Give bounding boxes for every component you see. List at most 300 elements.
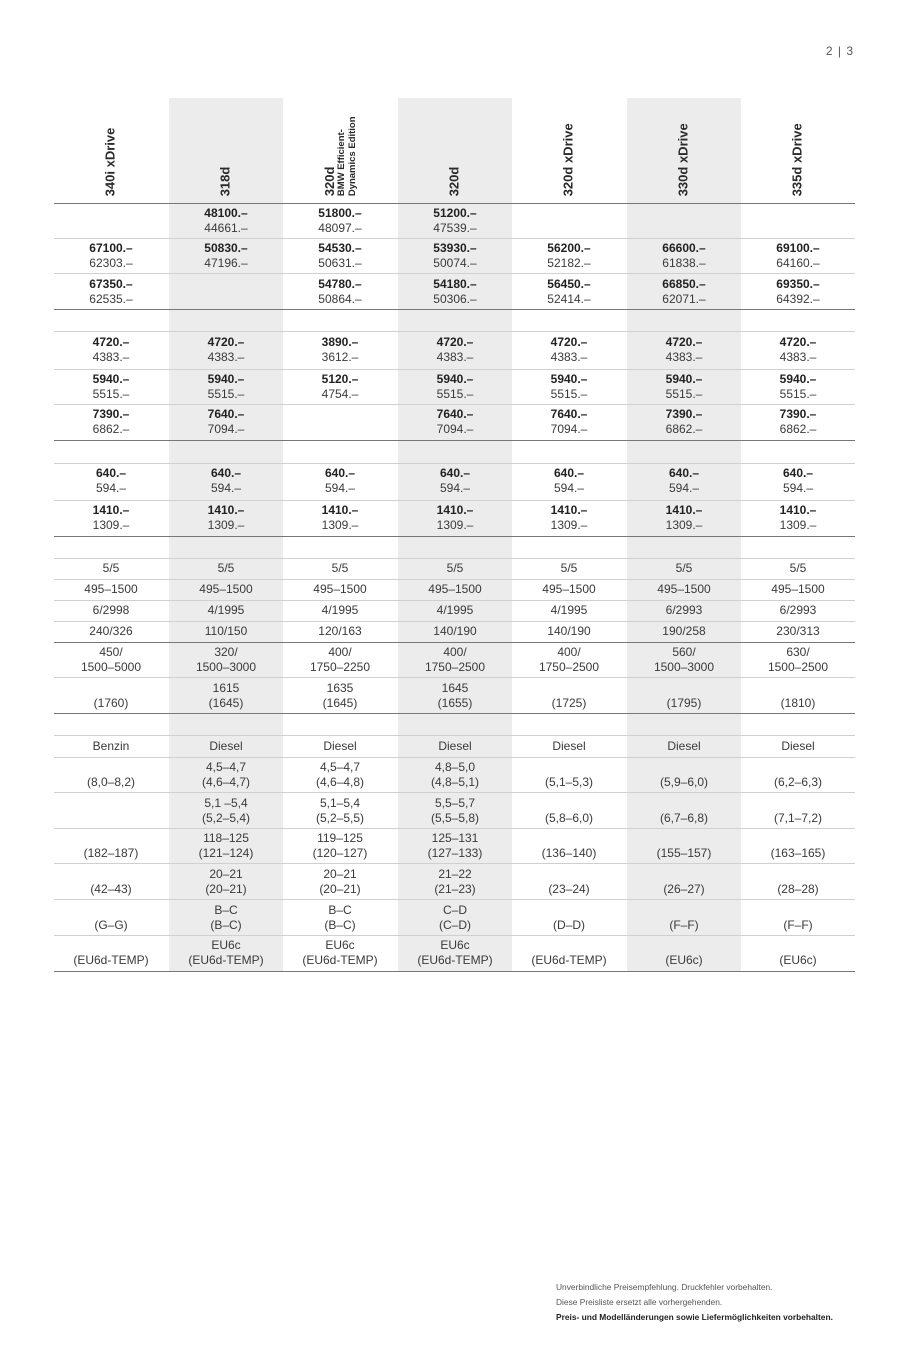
cell-line-primary <box>627 867 741 882</box>
cell-line-secondary: (F–F) <box>783 918 813 932</box>
row-divider <box>54 792 855 793</box>
cell-line-secondary: 62535.– <box>89 292 133 306</box>
table-cell <box>398 681 512 711</box>
row-divider <box>54 642 855 643</box>
table-cell <box>741 561 855 576</box>
cell-line-secondary: 5515.– <box>665 387 703 401</box>
cell-line-secondary <box>54 221 168 236</box>
table-cell <box>627 206 741 236</box>
cell-line-secondary: (EU6d-TEMP) <box>73 953 149 967</box>
cell-line-primary: 67350.– <box>89 277 133 291</box>
cell-line-secondary: (4,6–4,7) <box>201 775 251 789</box>
table-cell <box>741 335 855 365</box>
table-cell <box>741 903 855 933</box>
model-title: 330d xDrive <box>675 123 691 196</box>
table-cell <box>512 938 626 968</box>
table-cell <box>741 466 855 496</box>
cell-line-primary: 4/1995 <box>436 603 474 617</box>
cell-line-primary: 66600.– <box>662 241 706 255</box>
table-cell <box>627 624 741 639</box>
cell-line-secondary: (6,7–6,8) <box>659 811 709 825</box>
table-cell <box>627 903 741 933</box>
table-cell <box>741 582 855 597</box>
cell-line-primary: 48100.– <box>204 206 248 220</box>
cell-line-secondary: 61838.– <box>662 256 706 270</box>
table-cell <box>283 624 397 639</box>
cell-line-secondary: 1500–5000 <box>80 660 142 674</box>
cell-line-primary: 7390.– <box>779 407 817 421</box>
table-cell <box>169 582 283 597</box>
table-cell <box>627 831 741 861</box>
cell-line-primary: 120/163 <box>318 624 362 638</box>
cell-line-secondary <box>512 221 626 236</box>
row-divider <box>54 863 855 864</box>
row-divider <box>54 899 855 900</box>
cell-line-primary: 1410.– <box>92 503 130 517</box>
model-title: 320d <box>446 166 462 196</box>
cell-line-primary: 1410.– <box>436 503 474 517</box>
cell-line-primary: 51200.– <box>433 206 477 220</box>
row-divider <box>54 536 855 537</box>
cell-line-primary <box>512 831 626 846</box>
table-cell <box>398 277 512 307</box>
model-subtitle: BMW Efficient- <box>335 128 347 196</box>
table-cell <box>398 466 512 496</box>
cell-line-secondary <box>283 422 397 437</box>
table-cell <box>398 739 512 754</box>
cell-line-secondary: 5515.– <box>779 387 817 401</box>
cell-line-primary: 21–22 <box>438 867 472 881</box>
cell-line-secondary: (23–24) <box>548 882 590 896</box>
cell-line-primary: 5940.– <box>779 372 817 386</box>
model-name <box>219 166 233 196</box>
table-cell <box>512 739 626 754</box>
cell-line-secondary: (EU6d-TEMP) <box>302 953 378 967</box>
cell-line-secondary: 4383.– <box>779 350 817 364</box>
cell-line-primary <box>54 206 168 221</box>
table-cell <box>741 206 855 236</box>
table-cell <box>54 624 168 639</box>
row-divider <box>54 309 855 310</box>
cell-line-secondary <box>741 221 855 236</box>
cell-line-primary: 1410.– <box>779 503 817 517</box>
table-cell <box>398 796 512 826</box>
cell-line-secondary: 62303.– <box>89 256 133 270</box>
cell-line-secondary: 1309.– <box>321 518 359 532</box>
cell-line-primary: 630/ <box>786 645 810 659</box>
cell-line-primary <box>54 903 168 918</box>
table-cell <box>627 466 741 496</box>
table-cell <box>54 603 168 618</box>
cell-line-secondary: (5,9–6,0) <box>659 775 709 789</box>
table-cell <box>398 831 512 861</box>
cell-line-primary: 56200.– <box>547 241 591 255</box>
row-divider <box>54 463 855 464</box>
cell-line-secondary: (1760) <box>93 696 129 710</box>
cell-line-primary <box>627 760 741 775</box>
cell-line-primary: 1410.– <box>321 503 359 517</box>
table-cell <box>512 277 626 307</box>
cell-line-primary <box>741 867 855 882</box>
table-cell <box>54 407 168 437</box>
cell-line-primary <box>512 938 626 953</box>
table-cell <box>169 241 283 271</box>
cell-line-secondary: 594.– <box>668 481 700 495</box>
table-cell <box>398 503 512 533</box>
model-header <box>741 98 855 202</box>
table-cell <box>741 938 855 968</box>
cell-line-secondary: (1725) <box>551 696 587 710</box>
cell-line-primary <box>741 938 855 953</box>
cell-line-primary: 140/190 <box>547 624 591 638</box>
cell-line-secondary: 1500–3000 <box>195 660 257 674</box>
table-cell <box>283 739 397 754</box>
cell-line-secondary: 44661.– <box>204 221 248 235</box>
cell-line-secondary: 1309.– <box>436 518 474 532</box>
cell-line-primary <box>627 206 741 221</box>
row-divider <box>54 331 855 332</box>
table-cell <box>54 796 168 826</box>
cell-line-secondary: (42–43) <box>90 882 132 896</box>
table-cell <box>741 739 855 754</box>
cell-line-secondary: (5,2–5,4) <box>201 811 251 825</box>
cell-line-secondary: 594.– <box>439 481 471 495</box>
cell-line-primary <box>741 206 855 221</box>
cell-line-primary: Diesel <box>552 739 586 753</box>
table-cell <box>627 603 741 618</box>
cell-line-secondary: (155–157) <box>656 846 712 860</box>
cell-line-secondary: 3612.– <box>321 350 359 364</box>
cell-line-secondary: 1309.– <box>92 518 130 532</box>
table-cell <box>627 681 741 711</box>
row-divider <box>54 828 855 829</box>
cell-line-secondary: 594.– <box>324 481 356 495</box>
cell-line-primary: 495–1500 <box>771 582 825 596</box>
cell-line-secondary: 1500–2500 <box>767 660 829 674</box>
cell-line-primary <box>627 681 741 696</box>
table-cell <box>169 796 283 826</box>
model-title: 320d xDrive <box>560 123 576 196</box>
row-divider <box>54 677 855 678</box>
cell-line-secondary: 52182.– <box>547 256 591 270</box>
cell-line-primary: EU6c <box>325 938 355 952</box>
cell-line-primary: 1615 <box>212 681 240 695</box>
cell-line-primary: 190/258 <box>662 624 706 638</box>
model-title: 320d <box>321 166 337 196</box>
model-header <box>512 98 626 202</box>
cell-line-secondary: (6,2–6,3) <box>773 775 823 789</box>
cell-line-secondary: 594.– <box>95 481 127 495</box>
cell-line-secondary: 6862.– <box>665 422 703 436</box>
row-divider <box>54 935 855 936</box>
cell-line-secondary: (182–187) <box>83 846 139 860</box>
cell-line-primary: 640.– <box>553 466 585 480</box>
table-cell <box>398 760 512 790</box>
cell-line-secondary: 1309.– <box>665 518 703 532</box>
cell-line-primary: 140/190 <box>433 624 477 638</box>
table-cell <box>169 903 283 933</box>
table-cell <box>54 867 168 897</box>
row-divider <box>54 600 855 601</box>
table-cell <box>283 645 397 675</box>
cell-line-primary <box>54 938 168 953</box>
table-cell <box>627 407 741 437</box>
table-cell <box>741 241 855 271</box>
table-cell <box>54 582 168 597</box>
cell-line-primary: B–C <box>214 903 238 917</box>
cell-line-primary: 6/2998 <box>92 603 130 617</box>
cell-line-secondary: (EU6d-TEMP) <box>417 953 493 967</box>
cell-line-primary: 1410.– <box>665 503 703 517</box>
cell-line-secondary: 594.– <box>210 481 242 495</box>
table-cell <box>169 372 283 402</box>
table-cell <box>283 681 397 711</box>
table-cell <box>398 206 512 236</box>
cell-line-primary: 5120.– <box>321 372 359 386</box>
cell-line-secondary: 50074.– <box>433 256 477 270</box>
row-divider <box>54 971 855 972</box>
table-cell <box>627 796 741 826</box>
table-cell <box>169 831 283 861</box>
cell-line-primary: Diesel <box>667 739 701 753</box>
cell-line-secondary: (127–133) <box>427 846 483 860</box>
model-name <box>322 116 357 196</box>
table-cell <box>512 407 626 437</box>
footer <box>556 1280 833 1325</box>
cell-line-primary <box>512 206 626 221</box>
cell-line-primary: 5/5 <box>789 561 807 575</box>
table-cell <box>54 335 168 365</box>
cell-line-primary: Diesel <box>323 739 357 753</box>
table-cell <box>283 903 397 933</box>
table-cell <box>627 503 741 533</box>
table-cell <box>54 645 168 675</box>
row-divider <box>54 713 855 714</box>
cell-line-secondary <box>169 292 283 307</box>
cell-line-primary: EU6c <box>440 938 470 952</box>
cell-line-secondary: 64160.– <box>776 256 820 270</box>
cell-line-primary: Diesel <box>209 739 243 753</box>
cell-line-secondary: (26–27) <box>663 882 705 896</box>
row-divider <box>54 621 855 622</box>
cell-line-primary <box>54 831 168 846</box>
cell-line-secondary: (F–F) <box>669 918 699 932</box>
cell-line-secondary: 1750–2250 <box>309 660 371 674</box>
table-cell <box>627 277 741 307</box>
model-header <box>283 98 397 202</box>
table-cell <box>627 739 741 754</box>
cell-line-secondary: (136–140) <box>541 846 597 860</box>
cell-line-primary: 5940.– <box>92 372 130 386</box>
model-name <box>677 123 691 196</box>
table-cell <box>741 645 855 675</box>
cell-line-primary: 7640.– <box>550 407 588 421</box>
table-cell <box>283 241 397 271</box>
cell-line-primary: 110/150 <box>204 624 248 638</box>
footer-line-2: Diese Preisliste ersetzt alle vorhergehenden. <box>556 1297 723 1307</box>
table-cell <box>54 681 168 711</box>
row-divider <box>54 404 855 405</box>
cell-line-primary: 495–1500 <box>657 582 711 596</box>
table-cell <box>627 645 741 675</box>
row-divider <box>54 757 855 758</box>
cell-line-primary <box>627 796 741 811</box>
cell-line-secondary: (5,2–5,5) <box>315 811 365 825</box>
table-cell <box>741 681 855 711</box>
table-cell <box>741 867 855 897</box>
cell-line-secondary: (120–127) <box>312 846 368 860</box>
table-cell <box>54 561 168 576</box>
table-cell <box>54 372 168 402</box>
table-cell <box>169 867 283 897</box>
cell-line-secondary: 7094.– <box>436 422 474 436</box>
table-cell <box>54 831 168 861</box>
table-cell <box>169 503 283 533</box>
cell-line-primary <box>54 796 168 811</box>
table-cell <box>398 903 512 933</box>
cell-line-primary: 7640.– <box>207 407 245 421</box>
cell-line-secondary: 4383.– <box>436 350 474 364</box>
cell-line-primary <box>512 867 626 882</box>
table-cell <box>283 867 397 897</box>
cell-line-primary: 400/ <box>443 645 467 659</box>
model-name <box>448 166 462 196</box>
model-name <box>791 123 805 196</box>
cell-line-secondary: (4,6–4,8) <box>315 775 365 789</box>
cell-line-primary: 66850.– <box>662 277 706 291</box>
cell-line-secondary: 594.– <box>782 481 814 495</box>
cell-line-secondary: 1309.– <box>779 518 817 532</box>
cell-line-primary: 230/313 <box>776 624 820 638</box>
cell-line-primary: B–C <box>328 903 352 917</box>
cell-line-primary: 240/326 <box>89 624 133 638</box>
footer-line-1: Unverbindliche Preisempfehlung. Druckfehler vorbehalten. <box>556 1282 773 1292</box>
table-cell <box>512 867 626 897</box>
cell-line-primary: 640.– <box>95 466 127 480</box>
cell-line-primary: 4720.– <box>550 335 588 349</box>
cell-line-primary: Diesel <box>781 739 815 753</box>
cell-line-primary: 640.– <box>439 466 471 480</box>
cell-line-secondary: (21–23) <box>434 882 476 896</box>
table-cell <box>627 561 741 576</box>
table-cell <box>627 582 741 597</box>
table-cell <box>169 206 283 236</box>
cell-line-primary <box>512 903 626 918</box>
table-cell <box>283 582 397 597</box>
cell-line-secondary: (B–C) <box>210 918 242 932</box>
table-cell <box>169 760 283 790</box>
cell-line-secondary: 5515.– <box>550 387 588 401</box>
table-cell <box>283 938 397 968</box>
cell-line-secondary: (20–21) <box>205 882 247 896</box>
table-cell <box>283 466 397 496</box>
table-cell <box>54 938 168 968</box>
table-cell <box>283 407 397 437</box>
row-divider <box>54 558 855 559</box>
cell-line-secondary: (EU6c) <box>665 953 703 967</box>
table-cell <box>283 277 397 307</box>
cell-line-primary <box>169 277 283 292</box>
cell-line-primary: 20–21 <box>323 867 357 881</box>
table-cell <box>512 561 626 576</box>
cell-line-primary: 4720.– <box>92 335 130 349</box>
cell-line-secondary: (B–C) <box>324 918 356 932</box>
cell-line-primary: Benzin <box>92 739 130 753</box>
cell-line-primary <box>741 760 855 775</box>
cell-line-primary <box>283 407 397 422</box>
table-cell <box>398 582 512 597</box>
table-cell <box>512 903 626 933</box>
cell-line-primary: 3890.– <box>321 335 359 349</box>
table-cell <box>627 241 741 271</box>
table-cell <box>741 624 855 639</box>
cell-line-primary: 320/ <box>214 645 238 659</box>
cell-line-primary: 50830.– <box>204 241 248 255</box>
table-cell <box>169 407 283 437</box>
table-cell <box>169 466 283 496</box>
row-divider <box>54 203 855 204</box>
table-cell <box>512 645 626 675</box>
cell-line-secondary: 5515.– <box>436 387 474 401</box>
table-cell <box>169 681 283 711</box>
model-title: 318d <box>217 166 233 196</box>
cell-line-primary: 495–1500 <box>199 582 253 596</box>
cell-line-secondary: (5,8–6,0) <box>544 811 594 825</box>
table-cell <box>283 796 397 826</box>
cell-line-primary: 5/5 <box>102 561 120 575</box>
table-cell <box>627 867 741 897</box>
cell-line-primary: 450/ <box>99 645 123 659</box>
cell-line-secondary: 50864.– <box>318 292 362 306</box>
table-cell <box>398 867 512 897</box>
table-cell <box>169 938 283 968</box>
table-cell <box>169 739 283 754</box>
cell-line-secondary: (EU6c) <box>779 953 817 967</box>
table-cell <box>741 760 855 790</box>
cell-line-primary: 54530.– <box>318 241 362 255</box>
cell-line-primary <box>627 938 741 953</box>
table-cell <box>741 372 855 402</box>
cell-line-secondary: 7094.– <box>550 422 588 436</box>
row-divider <box>54 273 855 274</box>
cell-line-primary: 5940.– <box>207 372 245 386</box>
cell-line-secondary: (5,1–5,3) <box>544 775 594 789</box>
table-cell <box>283 206 397 236</box>
cell-line-secondary: 4383.– <box>550 350 588 364</box>
cell-line-primary: 7390.– <box>665 407 703 421</box>
cell-line-primary: 640.– <box>668 466 700 480</box>
cell-line-secondary: (163–165) <box>770 846 826 860</box>
table-cell <box>627 335 741 365</box>
table-cell <box>283 831 397 861</box>
table-cell <box>398 938 512 968</box>
table-cell <box>627 372 741 402</box>
table-cell <box>54 277 168 307</box>
cell-line-primary: 5/5 <box>217 561 235 575</box>
table-cell <box>54 466 168 496</box>
cell-line-secondary: 47539.– <box>433 221 477 235</box>
cell-line-primary <box>54 681 168 696</box>
cell-line-primary <box>741 903 855 918</box>
cell-line-secondary: (20–21) <box>319 882 361 896</box>
cell-line-secondary: (C–D) <box>439 918 471 932</box>
cell-line-primary: 400/ <box>557 645 581 659</box>
table-cell <box>741 503 855 533</box>
cell-line-secondary: (1810) <box>780 696 816 710</box>
cell-line-secondary: 47196.– <box>204 256 248 270</box>
cell-line-secondary <box>54 811 168 826</box>
cell-line-primary: 4/1995 <box>321 603 359 617</box>
